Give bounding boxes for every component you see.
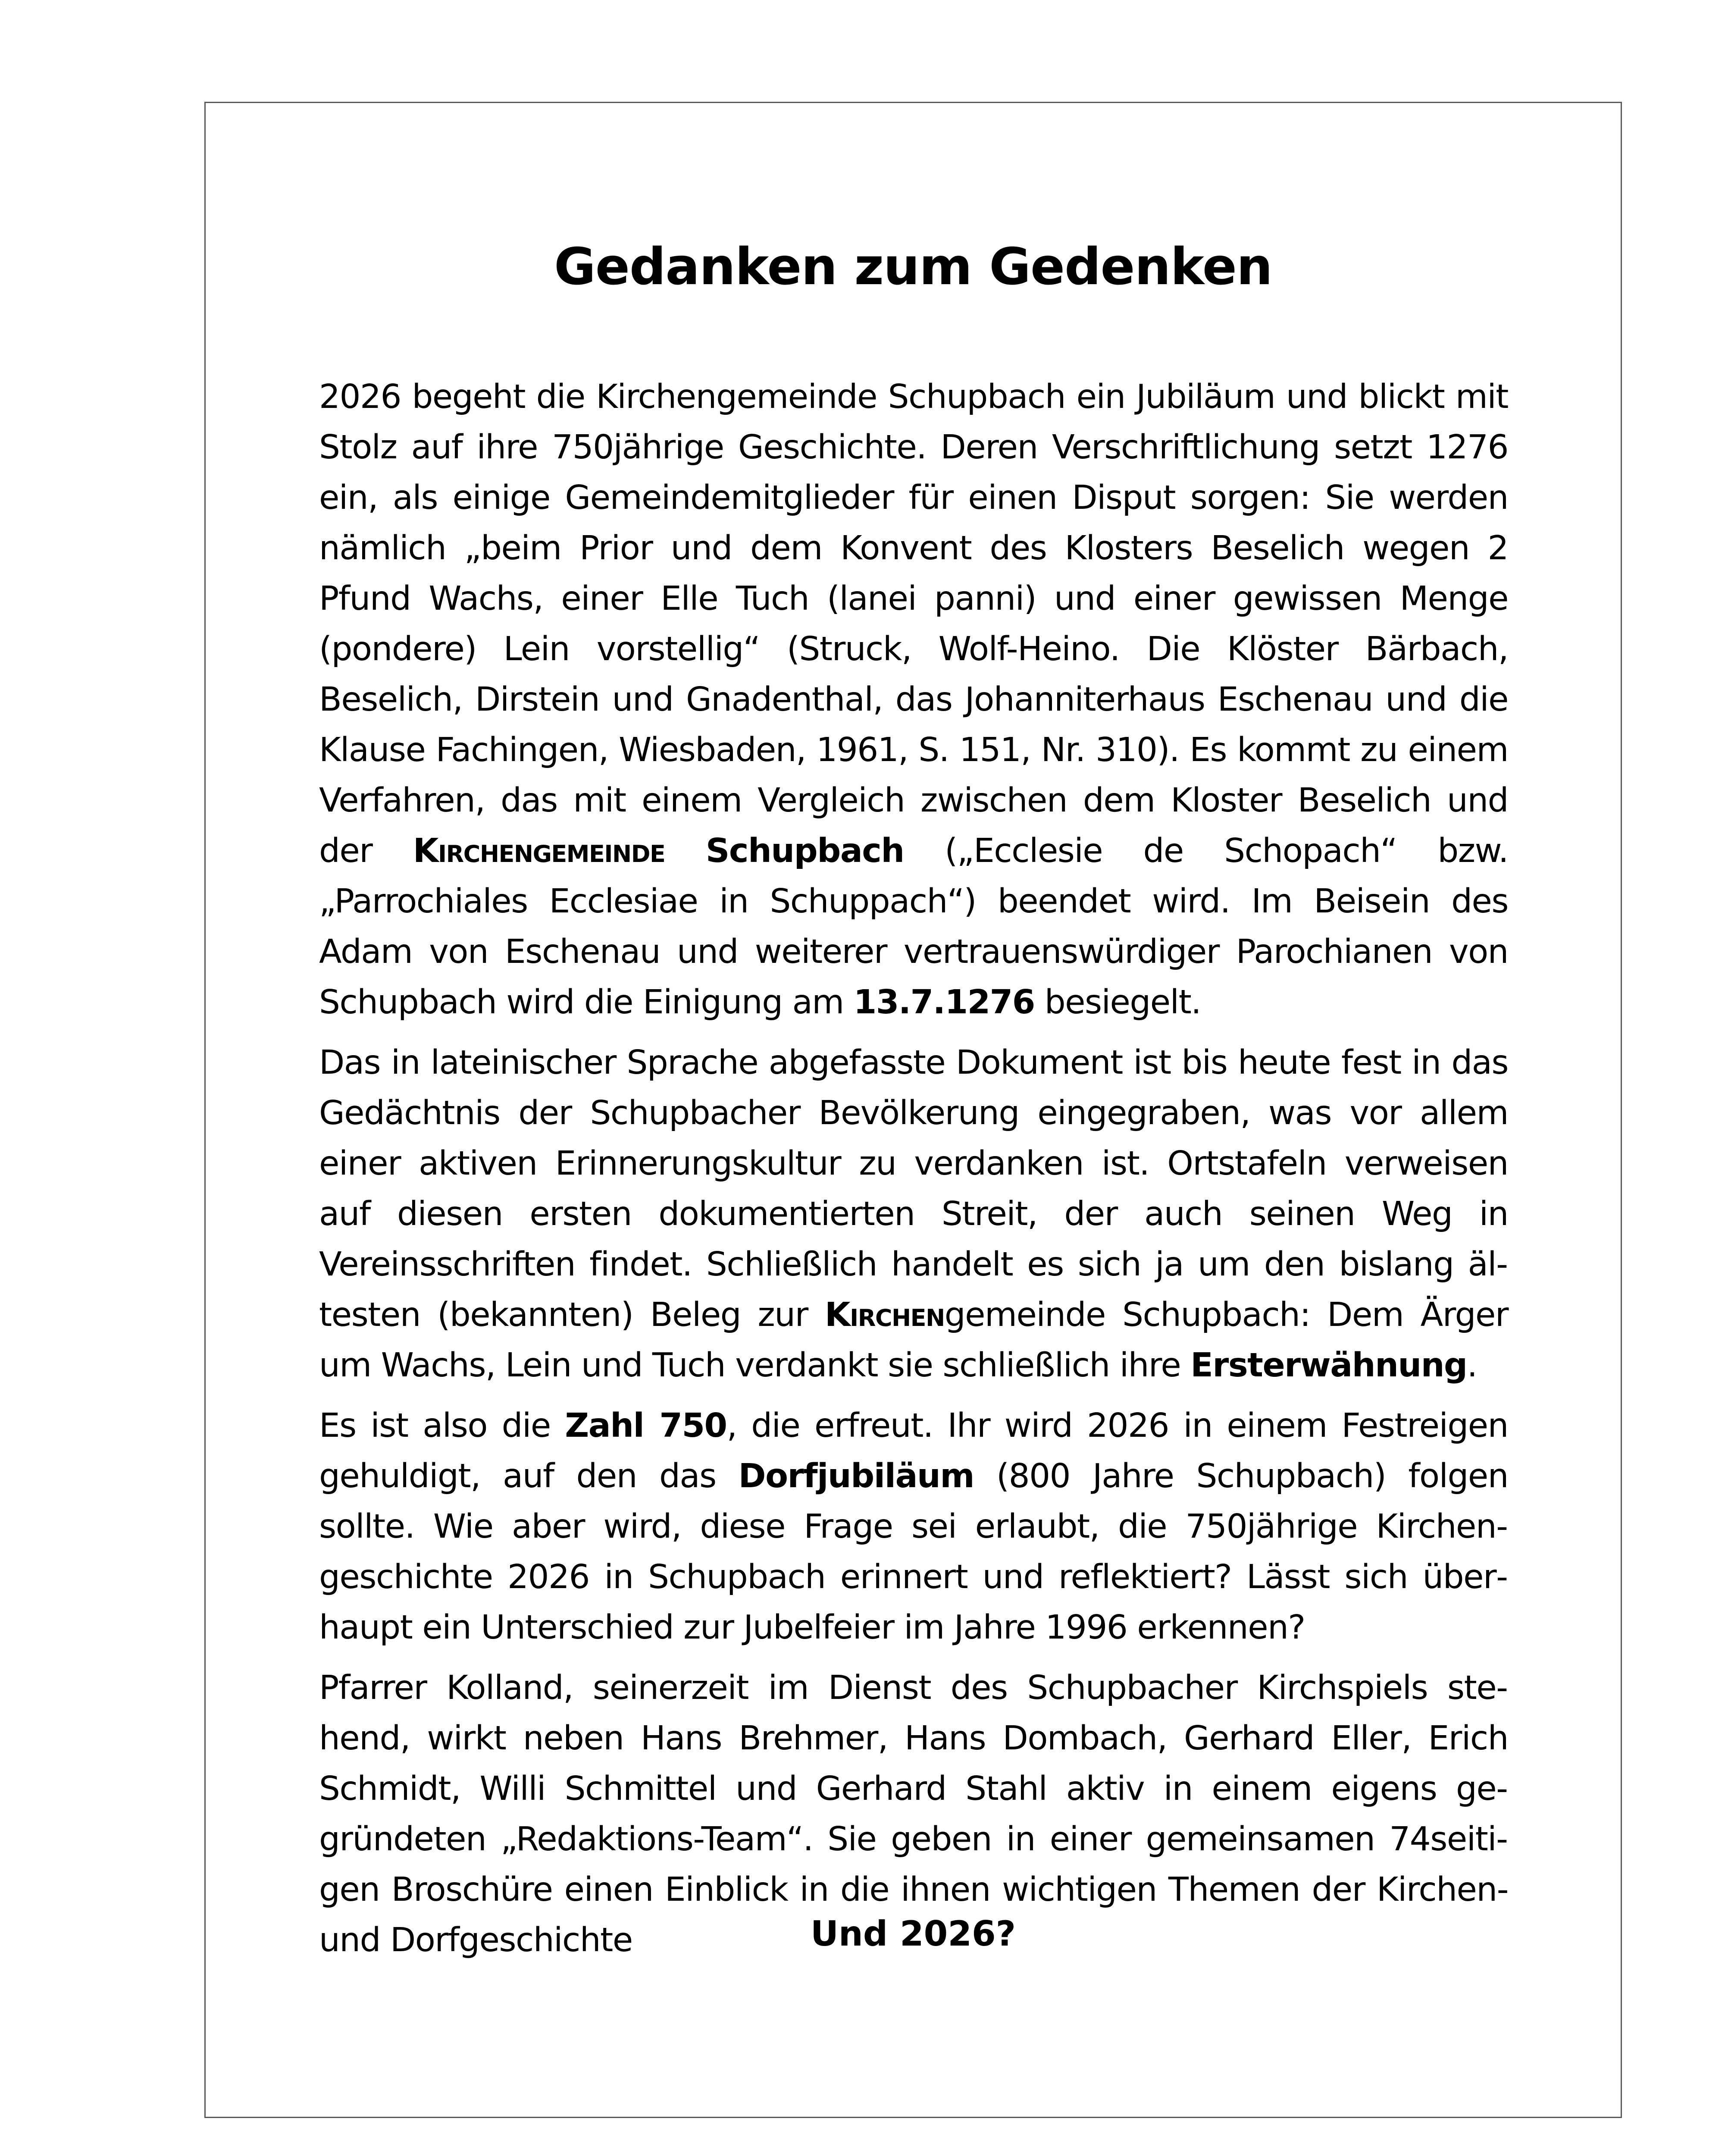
- paragraph-3-text-3: (800 Jahre Schupbach) folgen sollte. Wie aber wird, diese Frage sei erlaubt, die 750jährige Kirchengeschichte 2026 in Schupbach erinnert und reflektiert? Lässt sich überhaupt ein Unterschied zur Jubelfeier im Jahre 1996 erkennen?: [319, 1457, 1509, 1647]
- paragraph-2-text-2: gemeinde Schupbach: Dem Ärger um Wachs, Lein und Tuch verdankt sie schließlich ihre: [319, 1296, 1508, 1385]
- bold-ersterwaehnung: Ersterwähnung: [1190, 1346, 1467, 1385]
- document-title: Gedanken zum Gedenken: [554, 237, 1272, 296]
- bold-zahl-750: Zahl 750: [565, 1407, 727, 1445]
- bold-schupbach: Schupbach: [705, 832, 904, 870]
- paragraph-2-text-1: Das in lateinischer Sprache abgefasste Dokument ist bis heute fest in das Gedächtnis der Schupbacher Bevölkerung eingegraben, was vor allem einer aktiven Erinnerungskultur zu verdanken ist. Ortstafeln verweisen auf diesen ersten dokumentierten Streit, der auch seinen Weg in Vereinsschriften findet. Schließlich handelt es sich ja um den bislang ältesten (bekannten) Beleg zur: [319, 1044, 1508, 1334]
- document-body: [319, 372, 1508, 1975]
- bold-kirchen: Kirchen: [825, 1296, 945, 1334]
- paragraph-3: [319, 1401, 1508, 1653]
- closing-question: Und 2026?: [810, 1914, 1016, 1954]
- paragraph-4: Pfarrer Kolland, seinerzeit im Dienst des Schupbacher Kirchspiels stehend, wirkt neben Hans Brehmer, Hans Dombach, Gerhard Eller, Erich Schmidt, Willi Schmittel und Gerhard Stahl aktiv in einem eigens gegründeten „Redaktions-Team“. Sie geben in einer gemeinsamen 74seitigen Broschüre einen Einblick in die ihnen wichtigen Themen der Kirchen- und Dorfgeschichte: [319, 1669, 1508, 1959]
- paragraph-2-text-3: .: [1467, 1346, 1477, 1385]
- bold-dorfjubilaeum: Dorfjubiläum: [738, 1457, 974, 1495]
- paragraph-2: [319, 1037, 1508, 1391]
- paragraph-1: [319, 372, 1508, 1028]
- paragraph-3-text-2: , die erfreut. Ihr wird 2026 in einem Festreigen gehuldigt, auf den das: [319, 1407, 1508, 1495]
- paragraph-1-text-3: besiegelt.: [1034, 983, 1201, 1022]
- paragraph-1-text-2: („Ecclesie de Schopach“ bzw. „Parrochiales Ecclesiae in Schuppach“) beendet wird. Im Beisein des Adam von Eschenau und weiterer vertrauenswürdiger Parochianen von Schupbach wird die Einigung am: [319, 832, 1509, 1022]
- bold-kirchengemeinde: Kirchengemeinde: [413, 832, 665, 870]
- bold-date: 13.7.1276: [853, 983, 1035, 1022]
- paragraph-1-text-1: 2026 begeht die Kirchengemeinde Schupbach ein Jubiläum und blickt mit Stolz auf ihre 750jährige Geschichte. Deren Verschriftlichung setzt 1276 ein, als einige Gemeindemitglieder für einen Disput sorgen: Sie werden nämlich „beim Prior und dem Konvent des Klosters Beselich wegen 2 Pfund Wachs, einer Elle Tuch (lanei panni) und einer gewissen Menge (pondere) Lein vorstellig“ (Struck, Wolf-Heino. Die Klöster Bärbach, Beselich, Dirstein und Gnadenthal, das Johanniterhaus Eschenau und die Klause Fachingen, Wiesbaden, 1961, S. 151, Nr. 310). Es kommt zu einem Verfahren, das mit einem Vergleich zwischen dem Kloster Beselich und der: [319, 378, 1508, 870]
- paragraph-3-text-1: Es ist also die: [319, 1407, 565, 1445]
